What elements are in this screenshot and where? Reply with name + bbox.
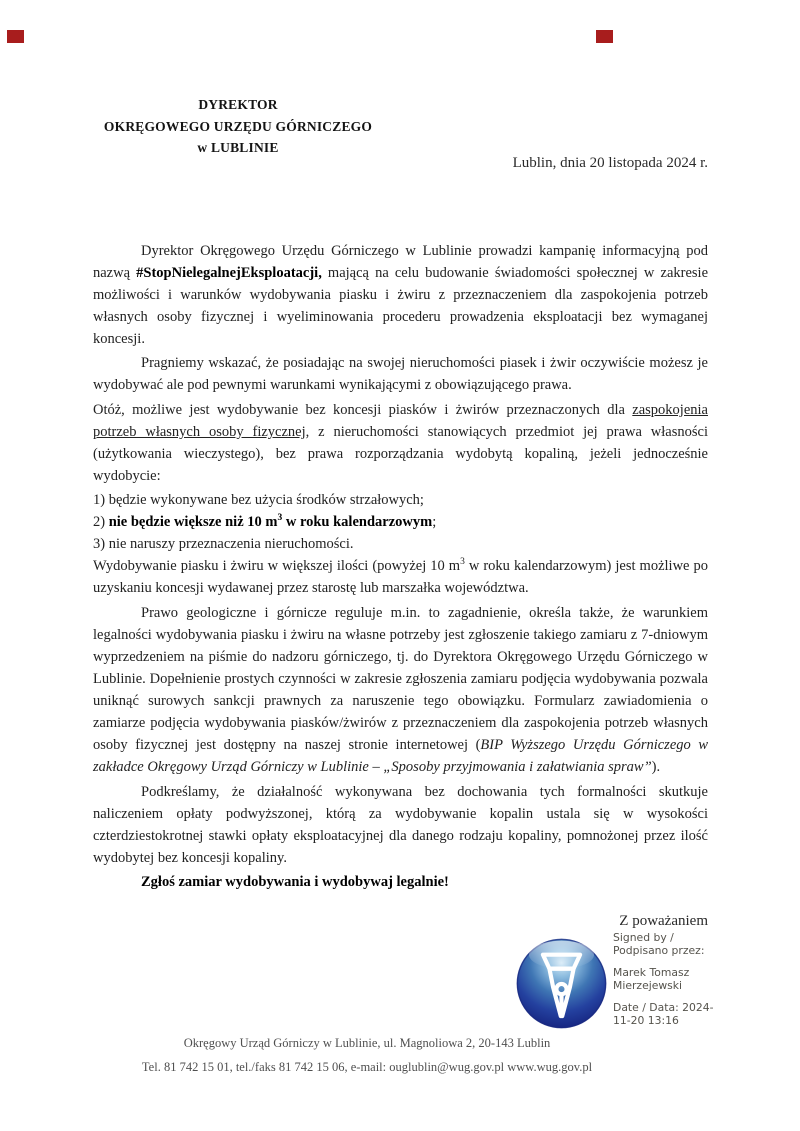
list-item-3: 3) nie naruszy przeznaczenia nieruchomości. xyxy=(93,536,354,552)
sender-line-2: OKRĘGOWEGO URZĘDU GÓRNICZEGO xyxy=(103,118,373,134)
list-item-2-end: ; xyxy=(432,514,437,530)
bip-reference: BIP Wyższego Urzędu Górniczego w zakładce Okręgowy Urząd Górniczy w Lublinie – „Sposoby przyjmowania i załatwiania spraw” xyxy=(93,737,708,775)
paragraph-campaign-text: Dyrektor Okręgowego Urzędu Górniczego w Lublinie prowadzi kampanię informacyjną pod nazwą xyxy=(93,243,708,281)
paragraph-intent: Pragniemy wskazać, że posiadając na swojej nieruchomości piasek i żwir oczywiście możesz je wydobywać ale pod pewnymi warunkami wynikającymi z obowiązującego prawa. xyxy=(93,355,708,393)
sender-block xyxy=(86,94,390,159)
red-mark-left xyxy=(7,30,24,43)
list-item-2 xyxy=(93,511,708,533)
red-mark-right xyxy=(596,30,613,43)
footer-contact: Tel. 81 742 15 01, tel./faks 81 742 15 06, e-mail: ouglublin@wug.gov.pl www.wug.gov.pl xyxy=(141,1060,593,1074)
signer-name-line-1: Marek Tomasz xyxy=(613,966,690,979)
cubic-meter-sup-2: 3 xyxy=(460,557,465,568)
paragraph-concession xyxy=(93,555,708,599)
date-line: Lublin, dnia 20 listopada 2024 r. xyxy=(512,155,708,171)
sender-line-1: DYREKTOR xyxy=(198,97,278,112)
list-item-2-number: 2) xyxy=(93,514,109,530)
letter-footer xyxy=(60,1036,674,1074)
paragraph-law-text-2: ). xyxy=(651,759,661,775)
signature-name xyxy=(613,966,743,992)
signedby-line-1: Signed by / xyxy=(613,931,674,944)
paragraph-conditions-text-2: , z nieruchomości stanowiących przedmiot jej prawa własności (użytkowania wieczystego), bez prawa rozporządzania wydobytą kopaliną, jeżeli jednocześnie wydobycie: xyxy=(93,424,708,484)
list-item-2-bold-a: nie będzie większe niż 10 m xyxy=(108,514,278,530)
pen-nib-icon xyxy=(515,937,608,1030)
list-item-2-bold xyxy=(109,514,432,530)
valediction: Z poważaniem xyxy=(619,913,708,929)
list-item-1: 1) będzie wykonywane bez użycia środków strzałowych; xyxy=(93,492,424,508)
paragraph-penalty: Podkreślamy, że działalność wykonywana bez dochowania tych formalności skutkuje naliczeniem opłaty podwyższonej, którą za wydobywanie kopalin ustala się w wysokości czterdziestokrotnej stawki opłaty eksploatacyjnej dla danego rodzaju kopaliny, pomnożonej przez ilość wydobytej bez koncesji kopaliny. xyxy=(93,784,708,866)
signature-signedby xyxy=(613,931,743,957)
digital-signature-text xyxy=(613,931,743,1036)
paragraph-law-text: Prawo geologiczne i górnicze reguluje m.in. to zagadnienie, określa także, że warunkiem legalności wydobywania piasku i żwiru na własne potrzeby jest zgłoszenie takiego zamiaru z 7-dniowym wyprzedzeniem na piśmie do nadzoru górniczego, tj. do Dyrektora Okręgowego Urzędu Górniczego w Lublinie. Dopełnienie prostych czynności w zakresie zgłoszenia zamiaru podjęcia wydobywania pozwala uniknąć surowych sankcji prawnych za naruszenie tego obowiązku. Formularz zawiadomienia o zamiarze podjęcia wydobywania piasków/żwirów z przeznaczeniem dla zaspokojenia potrzeb własnych osoby fizycznej jest dostępny na naszej stronie internetowej ( xyxy=(93,605,708,753)
signature-date-line-2: 11-20 13:16 xyxy=(613,1014,679,1027)
paragraph-campaign xyxy=(93,240,708,350)
cubic-meter-sup: 3 xyxy=(277,513,283,524)
sender-line-3: w LUBLINIE xyxy=(197,140,279,155)
signature-date xyxy=(613,1001,743,1027)
signer-name-line-2: Mierzejewski xyxy=(613,979,683,992)
call-to-action: Zgłoś zamiar wydobywania i wydobywaj legalnie! xyxy=(141,874,449,890)
campaign-hashtag: #StopNielegalnejEksploatacji, xyxy=(136,265,322,281)
paragraph-concession-text: Wydobywanie piasku i żwiru w większej ilości (powyżej 10 m xyxy=(93,558,461,574)
list-item-2-bold-b: w roku kalendarzowym xyxy=(282,514,433,530)
underlined-own-needs: zaspokojenia potrzeb własnych osoby fizycznej xyxy=(93,402,708,440)
signature-badge xyxy=(515,937,608,1030)
signedby-line-2: Podpisano przez: xyxy=(613,944,705,957)
signature-date-line-1: Date / Data: 2024- xyxy=(613,1001,714,1014)
paragraph-campaign-text-2: mającą na celu budowanie świadomości społecznej w zakresie możliwości i warunków wydobywania piasku i żwiru z przeznaczeniem dla zaspokojenia potrzeb własnych osoby fizycznej i wyeliminowania procederu prowadzenia eksploatacji bez wymaganej koncesji. xyxy=(93,265,708,347)
footer-address: Okręgowy Urząd Górniczy w Lublinie, ul. Magnoliowa 2, 20-143 Lublin xyxy=(183,1036,551,1050)
paragraph-concession-text-2: w roku kalendarzowym) jest możliwe po uzyskaniu koncesji wydawanej przez starostę lub marszałka województwa. xyxy=(93,558,708,596)
letter-body xyxy=(93,240,708,893)
paragraph-conditions-text: Otóż, możliwe jest wydobywanie bez koncesji piasków i żwirów przeznaczonych dla xyxy=(93,402,633,418)
paragraph-law xyxy=(93,602,708,778)
paragraph-conditions xyxy=(93,399,708,487)
